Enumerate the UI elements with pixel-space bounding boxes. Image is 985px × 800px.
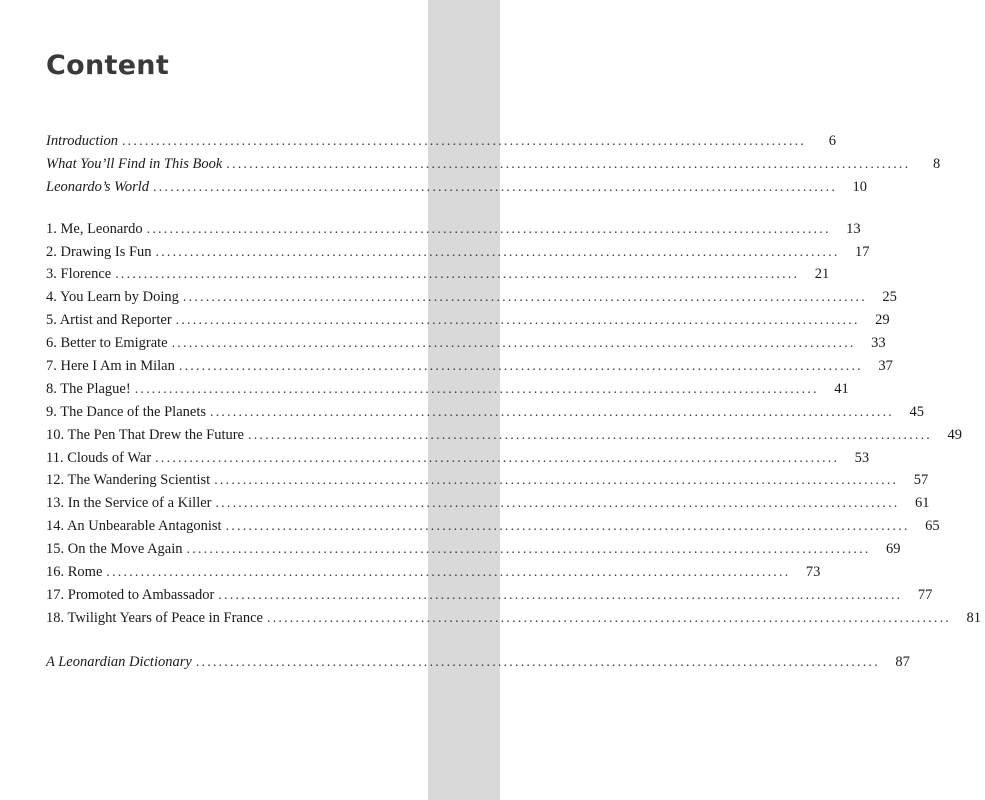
toc-entry-page: 13 xyxy=(846,220,861,237)
toc-entry-label: 10. The Pen That Drew the Future xyxy=(46,426,244,443)
toc-entry-page: 53 xyxy=(854,449,870,466)
dot-leader: ........................................................................................................................ xyxy=(215,496,900,512)
toc-entry-page: 6 xyxy=(828,133,836,149)
dot-leader: ........................................................................................................................ xyxy=(225,519,910,535)
dot-leader: ........................................................................................................................ xyxy=(178,359,863,375)
section-gap xyxy=(46,633,436,654)
section-gap xyxy=(46,202,436,221)
toc-entry-page: 45 xyxy=(909,403,924,420)
dot-leader: ........................................................................................................................ xyxy=(171,336,856,352)
dot-leader: ........................................................................................................................ xyxy=(121,134,806,149)
toc-entry xyxy=(46,312,890,335)
toc-entry-page: 87 xyxy=(895,653,910,670)
dot-leader: ........................................................................................................................ xyxy=(106,565,791,581)
toc-entry-label: 6. Better to Emigrate xyxy=(46,335,168,352)
toc-entry-label: 16. Rome xyxy=(46,564,103,581)
toc-entry xyxy=(46,609,981,633)
toc-entry xyxy=(46,518,940,541)
dot-leader: ........................................................................................................................ xyxy=(195,654,880,670)
toc-entry-label: 2. Drawing Is Fun xyxy=(46,243,152,260)
toc-entry xyxy=(46,653,910,677)
toc-entry-page: 81 xyxy=(966,609,981,626)
toc-entry xyxy=(46,564,821,587)
toc-entry-page: 65 xyxy=(925,518,940,535)
toc-entry-label: 15. On the Move Again xyxy=(46,541,183,558)
toc-entry-page: 25 xyxy=(882,289,897,306)
table-of-contents xyxy=(46,133,981,677)
toc-entry xyxy=(46,155,941,179)
toc-entry-label: 3. Florence xyxy=(46,266,112,283)
toc-entry-label: 4. You Learn by Doing xyxy=(46,289,179,306)
toc-entry-page: 10 xyxy=(852,178,868,195)
toc-entry-label: A Leonardian Dictionary xyxy=(46,653,192,670)
dot-leader: ........................................................................................................................ xyxy=(182,290,867,306)
toc-entry-page: 61 xyxy=(914,495,930,512)
dot-leader: ........................................................................................................................ xyxy=(248,427,932,443)
toc-entry xyxy=(46,178,868,202)
toc-entry-page: 49 xyxy=(947,426,962,443)
toc-entry xyxy=(46,426,962,450)
toc-entry-page: 57 xyxy=(913,472,929,489)
toc-chapters xyxy=(46,220,981,633)
dot-leader: ........................................................................................................................ xyxy=(153,179,838,195)
toc-entry-page: 73 xyxy=(805,564,821,581)
toc-entry-page: 37 xyxy=(878,358,893,375)
dot-leader: ........................................................................................................................ xyxy=(186,542,871,558)
toc-front-matter xyxy=(46,133,941,202)
toc-entry xyxy=(46,358,893,381)
dot-leader: ........................................................................................................................ xyxy=(175,313,860,329)
toc-entry-label: 17. Promoted to Ambassador xyxy=(46,586,215,603)
toc-entry xyxy=(46,335,886,358)
toc-entry-page: 33 xyxy=(871,335,886,352)
toc-entry xyxy=(46,495,930,518)
toc-entry xyxy=(46,133,836,156)
page-edge-strip xyxy=(428,0,500,800)
toc-entry xyxy=(46,243,870,267)
toc-entry-page: 77 xyxy=(917,586,933,603)
toc-entry-label: 1. Me, Leonardo xyxy=(46,220,143,237)
toc-entry-page: 17 xyxy=(855,243,870,260)
toc-entry xyxy=(46,403,924,427)
dot-leader: ........................................................................................................................ xyxy=(155,244,840,260)
toc-entry-label: 18. Twilight Years of Peace in France xyxy=(46,609,263,626)
toc-entry-label: 12. The Wandering Scientist xyxy=(46,472,211,489)
toc-entry-label: What You’ll Find in This Book xyxy=(46,155,223,172)
toc-entry-page: 21 xyxy=(814,266,830,283)
toc-entry xyxy=(46,586,933,610)
toc-entry xyxy=(46,472,929,495)
dot-leader: ........................................................................................................................ xyxy=(226,156,911,172)
page-title: Content xyxy=(46,50,170,81)
toc-entry-page: 41 xyxy=(834,380,849,397)
dot-leader: ........................................................................................................................ xyxy=(146,221,831,237)
dot-leader: ........................................................................................................................ xyxy=(115,267,800,283)
toc-entry xyxy=(46,266,830,289)
toc-entry-page: 8 xyxy=(933,155,941,172)
toc-entry-page: 69 xyxy=(886,541,901,558)
toc-entry xyxy=(46,289,897,312)
toc-entry xyxy=(46,380,849,404)
toc-entry xyxy=(46,541,901,564)
toc-entry-page: 29 xyxy=(875,312,890,329)
toc-entry-label: 8. The Plague! xyxy=(46,380,131,397)
dot-leader: ........................................................................................................................ xyxy=(266,610,951,626)
dot-leader: ........................................................................................................................ xyxy=(134,381,819,397)
toc-entry-label: 11. Clouds of War xyxy=(46,449,152,466)
toc-entry xyxy=(46,220,861,244)
toc-entry-label: 13. In the Service of a Killer xyxy=(46,495,212,512)
toc-entry-label: 14. An Unbearable Antagonist xyxy=(46,518,222,535)
dot-leader: ........................................................................................................................ xyxy=(218,587,903,603)
toc-entry-label: 5. Artist and Reporter xyxy=(46,312,172,329)
toc-entry-label: Leonardo’s World xyxy=(46,178,150,195)
toc-entry-label: Introduction xyxy=(46,133,118,149)
toc-entry-label: 9. The Dance of the Planets xyxy=(46,403,206,420)
dot-leader: ........................................................................................................................ xyxy=(210,404,894,420)
dot-leader: ........................................................................................................................ xyxy=(155,450,840,466)
toc-entry-label: 7. Here I Am in Milan xyxy=(46,358,175,375)
toc-entry xyxy=(46,449,870,473)
toc-back-matter xyxy=(46,653,910,677)
dot-leader: ........................................................................................................................ xyxy=(214,473,899,489)
